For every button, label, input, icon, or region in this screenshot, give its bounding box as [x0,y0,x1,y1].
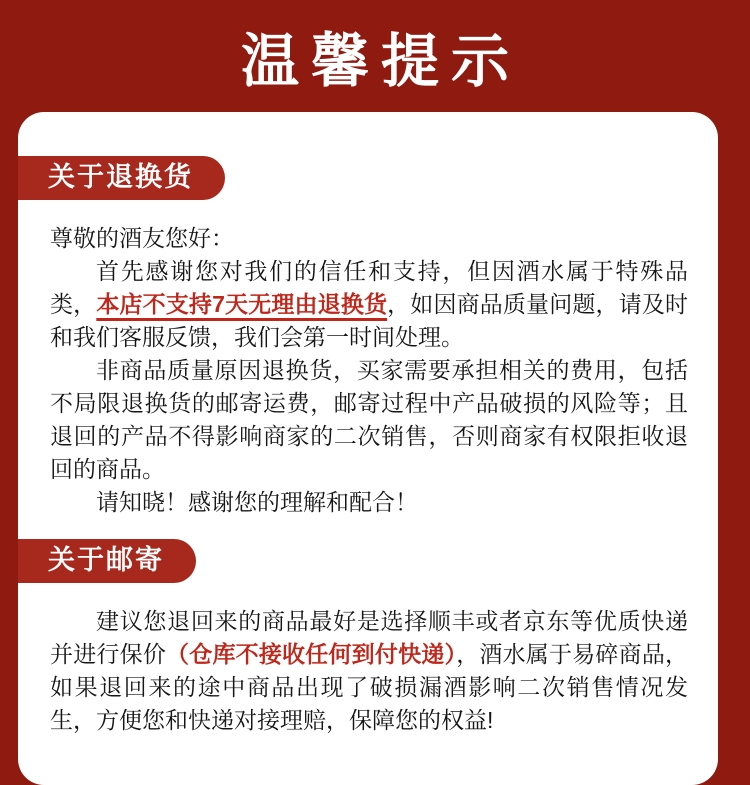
section-returns [50,156,688,519]
paragraph [50,222,688,255]
text-segment: ，酒水属于易碎商品，如果退回来的途中商品出现了破损漏酒影响二次销售情况发生，方便您和快递对接理赔，保障您的权益! [50,641,689,733]
shipping-section-badge: 关于邮寄 [18,539,196,583]
text-segment: 建议您退回来的商品最好是选择顺丰或者京东等优质快递并进行保价 [50,608,688,667]
returns-section-badge: 关于退换货 [18,156,225,200]
section-body [50,222,688,519]
emphasis-text: 本店不支持7天无理由退换货 [96,291,388,317]
page-header [0,0,750,112]
paragraph [50,354,688,486]
emphasis-text: （仓库不接收任何到付快递） [166,641,457,667]
section-body [50,605,688,737]
paragraph [50,605,688,737]
text-segment: 请知晓！感谢您的理解和配合！ [96,489,418,515]
notice-card [18,112,718,785]
text-segment: 尊敬的酒友您好： [50,225,234,251]
page-title: 温馨提示 [240,29,521,94]
text-segment: 非商品质量原因退换货，买家需要承担相关的费用，包括不局限退换货的邮寄运费，邮寄过程中产品破损的风险等；且退回的产品不得影响商家的二次销售，否则商家有权限拒收退回的商品。 [50,357,688,482]
section-shipping [50,539,688,737]
paragraph [50,486,688,519]
text-segment: 首先感谢您对我们的信任和支持，但因酒水属于特殊品类， [50,258,688,317]
paragraph [50,255,688,354]
text-segment: ，如因商品质量问题，请及时和我们客服反馈，我们会第一时间处理。 [50,291,689,350]
